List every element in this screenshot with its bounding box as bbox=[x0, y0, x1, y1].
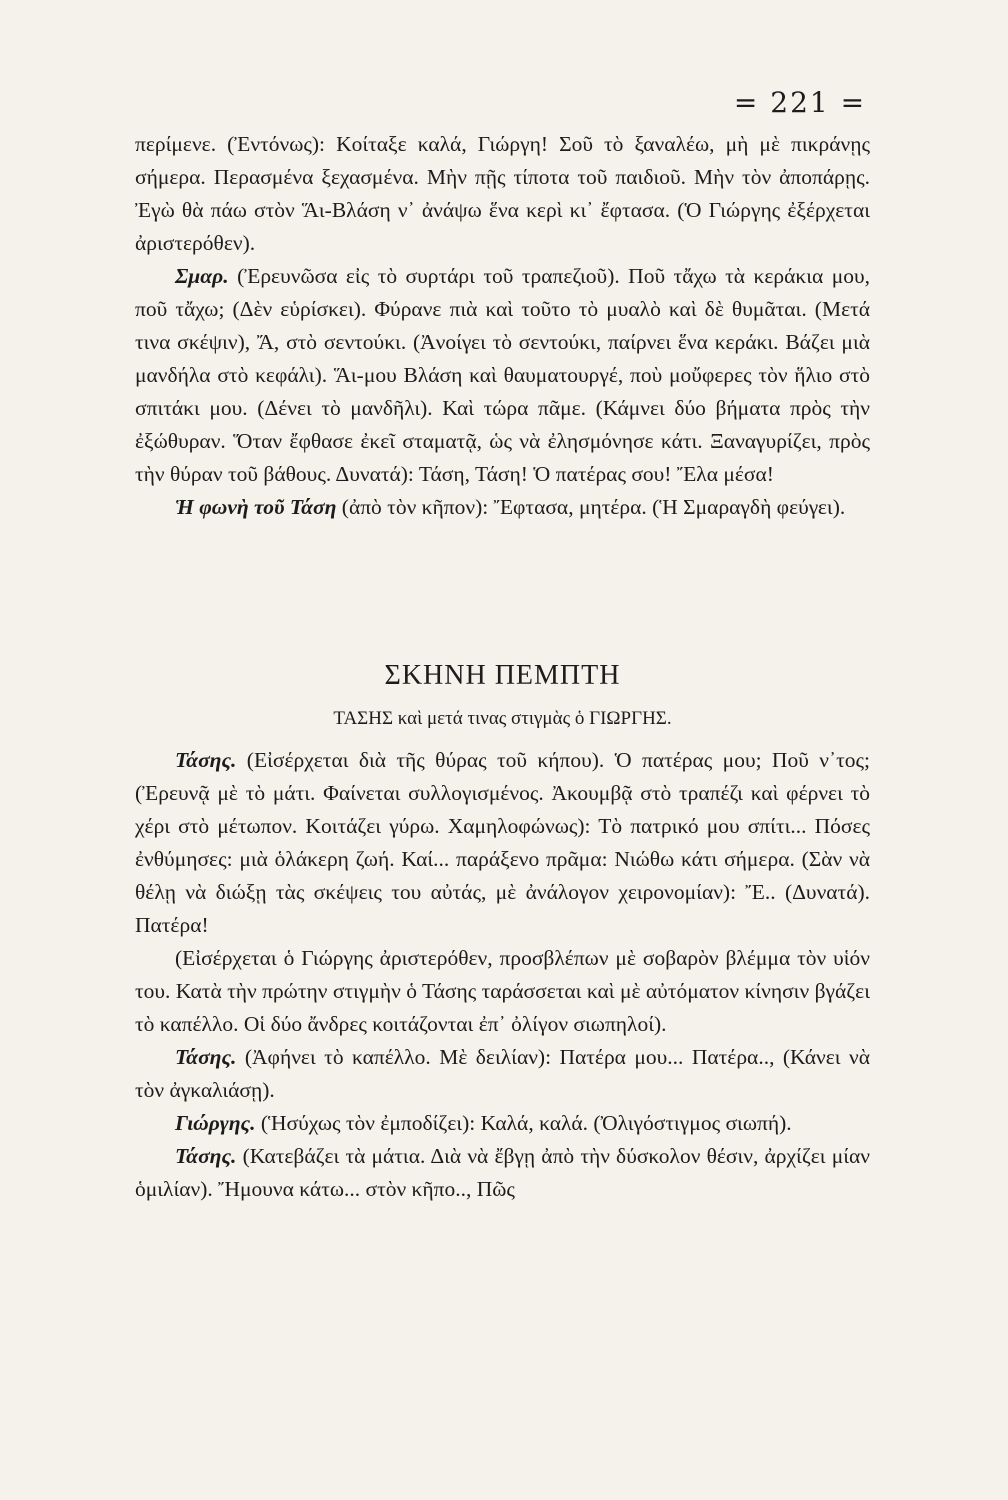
paragraph bbox=[135, 260, 870, 491]
speaker-name: Τάσης. bbox=[175, 1045, 237, 1069]
scene-title: ΣΚΗΝΗ ΠΕΜΠΤΗ bbox=[384, 660, 621, 691]
paragraph-text: περίμενε. (Ἐντόνως): Κοίταξε καλά, Γιώργη! Σοῦ τὸ ξαναλέω, μὴ μὲ πικράνῃς σήμερα. Περασμένα ξεχασμένα. Μὴν πῇς τίποτα τοῦ παιδιοῦ. Μὴν τὸν ἀποπάρῃς. Ἐγὼ θὰ πάω στὸν Ἅι-Βλάση ν᾽ ἀνάψω ἕνα κερὶ κι᾽ ἔφτασα. (Ὁ Γιώργης ἐξέρχεται ἀριστερόθεν). bbox=[135, 132, 870, 255]
paragraph-text: (ἀπὸ τὸν κῆπον): Ἔφτασα, μητέρα. (Ἡ Σμαραγδὴ φεύγει). bbox=[336, 495, 846, 519]
paragraph-text: (Ἀφήνει τὸ καπέλλο. Μὲ δειλίαν): Πατέρα μου... Πατέρα.., (Κάνει νὰ τὸν ἀγκαλιάσῃ). bbox=[135, 1045, 870, 1102]
speaker-name: Ἡ φωνὴ τοῦ Τάση bbox=[175, 495, 337, 519]
page-number: = 221 = bbox=[733, 86, 867, 119]
text-block-bottom bbox=[135, 744, 870, 1206]
scene-characters: ΤΑΣΗΣ καὶ μετά τινας στιγμὰς ὁ ΓΙΩΡΓΗΣ. bbox=[333, 708, 672, 729]
paragraph bbox=[135, 744, 870, 942]
speaker-name: Γιώργης. bbox=[175, 1111, 256, 1135]
paragraph bbox=[135, 491, 870, 524]
speaker-name: Τάσης. bbox=[175, 748, 237, 772]
paragraph bbox=[135, 1140, 870, 1206]
paragraph-text: (Ἐρευνῶσα εἰς τὸ συρτάρι τοῦ τραπεζιοῦ). Ποῦ τἄχω τὰ κεράκια μου, ποῦ τἄχω; (Δὲν εὑρίσκει). Φύρανε πιὰ καὶ τοῦτο τὸ μυαλὸ καὶ δὲ θυμᾶται. (Μετά τινα σκέψιν), Ἄ, στὸ σεντούκι. (Ἀνοίγει τὸ σεντούκι, παίρνει ἕνα κεράκι. Βάζει μιὰ μανδήλα στὸ κεφάλι). Ἅι-μου Βλάση καὶ θαυματουργέ, ποὺ μοὔφερες τὸν ἥλιο στὸ σπιτάκι μου. (Δένει τὸ μανδῆλι). Καὶ τώρα πᾶμε. (Κάμνει δύο βήματα πρὸς τὴν ἐξώθυραν. Ὅταν ἔφθασε ἐκεῖ σταματᾷ, ὡς νὰ ἐλησμόνησε κάτι. Ξαναγυρίζει, πρὸς τὴν θύραν τοῦ βάθους. Δυνατά): Τάση, Τάση! Ὁ πατέρας σου! Ἔλα μέσα! bbox=[135, 264, 870, 486]
paragraph-text: (Εἰσέρχεται διὰ τῆς θύρας τοῦ κήπου). Ὁ πατέρας μου; Ποῦ ν᾽τος; (Ἐρευνᾷ μὲ τὸ μάτι. Φαίνεται συλλογισμένος. Ἀκουμβᾷ στὸ τραπέζι καὶ φέρνει τὸ χέρι στὸ μέτωπον. Κοιτάζει γύρω. Χαμηλοφώνως): Τὸ πατρικό μου σπίτι... Πόσες ἐνθύμησες: μιὰ ὁλάκερη ζωή. Καί... παράξενο πρᾶμα: Νιώθω κάτι σήμερα. (Σὰν νὰ θέλῃ νὰ διώξῃ τὰς σκέψεις του αὐτάς, μὲ ἀνάλογον χειρονομίαν): Ἔ.. (Δυνατά). Πατέρα! bbox=[135, 748, 870, 937]
text-block-top bbox=[135, 128, 870, 524]
paragraph bbox=[135, 942, 870, 1041]
paragraph-text: (Κατεβάζει τὰ μάτια. Διὰ νὰ ἔβγῃ ἀπὸ τὴν δύσκολον θέσιν, ἀρχίζει μίαν ὁμιλίαν). Ἤμουνα κάτω... στὸν κῆπο.., Πῶς bbox=[135, 1144, 870, 1201]
paragraph bbox=[135, 128, 870, 260]
speaker-name: Τάσης. bbox=[175, 1144, 237, 1168]
paragraph-text: (Ἡσύχως τὸν ἐμποδίζει): Καλά, καλά. (Ὀλιγόστιγμος σιωπή). bbox=[255, 1111, 792, 1135]
paragraph bbox=[135, 1107, 870, 1140]
paragraph bbox=[135, 1041, 870, 1107]
paragraph-text: (Εἰσέρχεται ὁ Γιώργης ἀριστερόθεν, προσβλέπων μὲ σοβαρὸν βλέμμα τὸν υἱόν του. Κατὰ τὴν πρώτην στιγμὴν ὁ Τάσης ταράσσεται καὶ μὲ αὐτόματον κίνησιν βγάζει τὸ καπέλλο. Οἱ δύο ἄνδρες κοιτάζονται ἐπ᾽ ὀλίγον σιωπηλοί). bbox=[135, 946, 870, 1036]
speaker-name: Σμαρ. bbox=[175, 264, 229, 288]
